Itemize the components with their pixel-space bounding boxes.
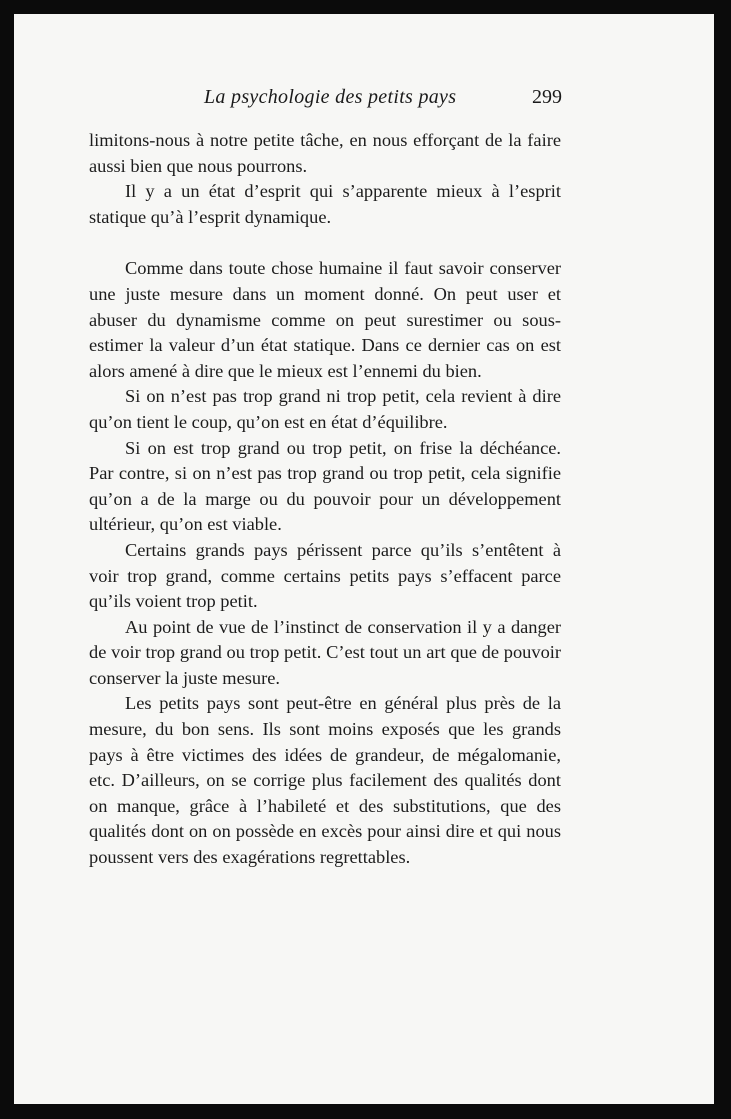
page-header [14,86,714,116]
running-title: La psychologie des petits pays [204,86,457,108]
book-page [14,14,714,1104]
paragraph: Certains grands pays périssent parce qu’ils s’entêtent à voir trop grand, comme certains petits pays s’effacent parce qu’ils voient trop petit. [89,539,561,612]
paragraph: Si on n’est pas trop grand ni trop petit, cela revient à dire qu’on tient le coup, qu’on est en état d’équilibre. [89,386,561,432]
body-text [89,128,561,871]
paragraph: Les petits pays sont peut-être en général plus près de la mesure, du bon sens. Ils sont moins exposés que les grands pays à être victimes des idées de grandeur, de mégalomanie, etc. D’ailleurs, on se corrige plus facilement des qualités dont on manque, grâce à l’habileté et des substitutions, que des qualités dont on on possède en excès pour ainsi dire et qui nous poussent vers des exagérations regrettables. [89,693,561,868]
paragraph: Au point de vue de l’instinct de conservation il y a danger de voir trop grand ou trop petit. C’est tout un art que de pouvoir conserver la juste mesure. [89,616,561,688]
page-number: 299 [532,86,562,108]
paragraph: limitons-nous à notre petite tâche, en nous efforçant de la faire aussi bien que nous pourrons. [89,130,561,176]
paragraph: Il y a un état d’esprit qui s’apparente mieux à l’esprit statique qu’à l’esprit dynamique. [89,181,561,227]
paragraph: Comme dans toute chose humaine il faut savoir conserver une juste mesure dans un moment donné. On peut user et abuser du dynamisme comme on peut surestimer ou sous-estimer la valeur d’un état statique. Dans ce dernier cas on est alors amené à dire que le mieux est l’ennemi du bien. [89,258,561,381]
paragraph: Si on est trop grand ou trop petit, on frise la déchéance. Par contre, si on n’est pas trop grand ou trop petit, cela signifie qu’on a de la marge ou du pouvoir pour un développement ultérieur, qu’on est viable. [89,437,561,535]
